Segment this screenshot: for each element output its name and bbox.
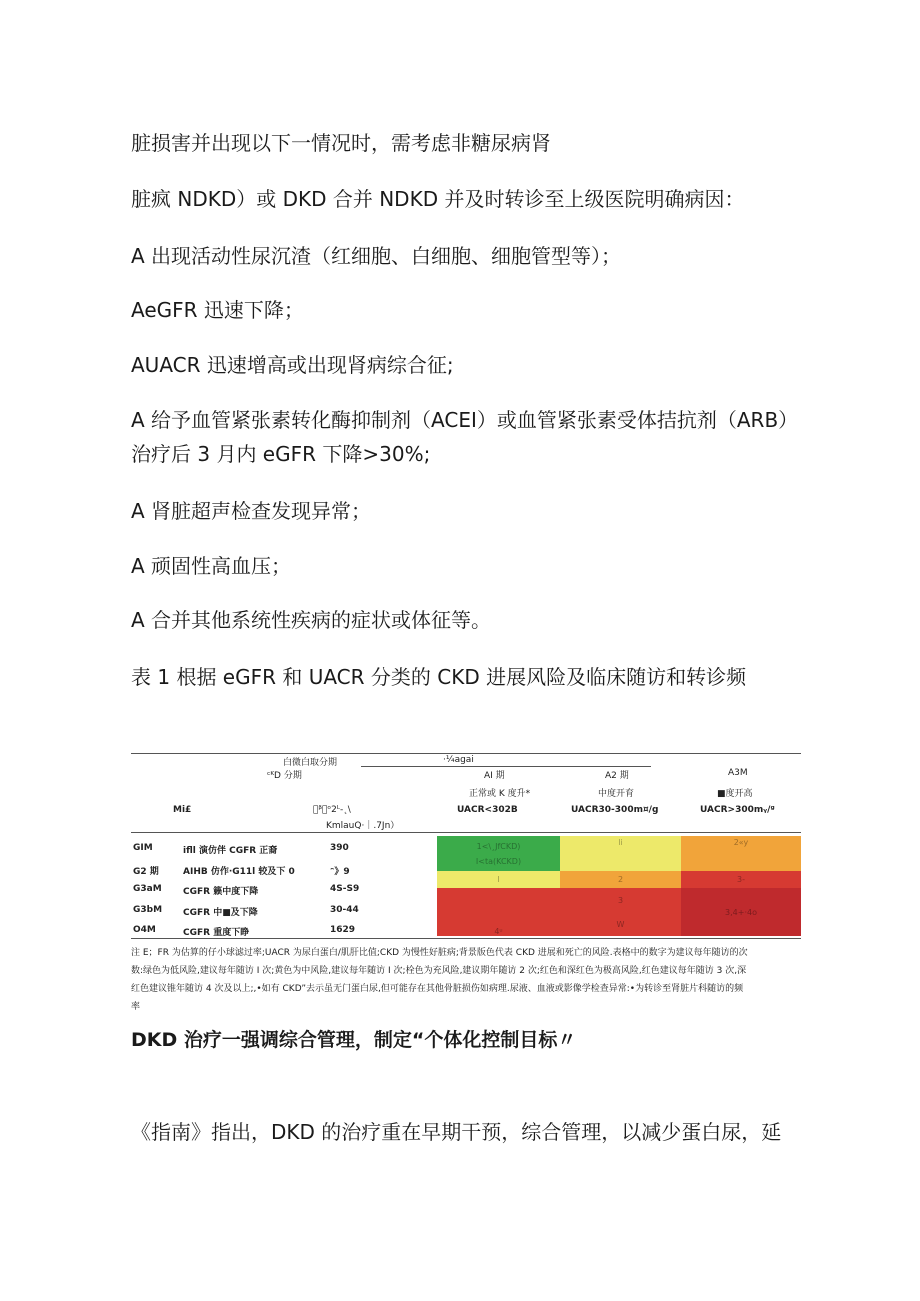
col-a3-code: A3M	[728, 768, 748, 778]
header-unit-line-1: ，ᵝ᪲ᵒ2ᴸ-˛\	[313, 805, 351, 815]
risk-cell-red	[560, 888, 681, 936]
cell-text: I	[497, 875, 500, 884]
table-footnote	[131, 944, 801, 1016]
col-a1-range: UACR<302B	[457, 805, 518, 815]
list-item: A 出现活动性尿沉渣（红细胞、白细胞、细胞管型等）；	[131, 244, 622, 268]
cell-text: 4ᵘ	[494, 927, 503, 936]
header-mi: Mi£	[173, 805, 192, 815]
cell-text: 1<\¸JfCKD)	[476, 841, 521, 851]
paragraph-2: 脏疯 NDKD）或 DKD 合并 NDKD 并及时转诊至上级医院明确病因：	[131, 187, 745, 211]
list-item: A 给予血管紧张素转化酶抑制剂（ACEI）或血管紧张素受体拮抗剂（ARB）	[131, 408, 799, 432]
cell-text: W	[616, 919, 625, 929]
col-a1-desc: 正常或 K 度升*	[469, 789, 531, 799]
header-albumin-suffix: ·¼agai	[443, 755, 474, 765]
row-egfr: 30-44	[330, 905, 359, 915]
row-egfr: 1629	[330, 925, 356, 935]
row-stage: G3bM	[133, 905, 163, 915]
table-bottom-rule	[131, 938, 801, 939]
list-item: A 顽固性高血压；	[131, 554, 292, 578]
header-rule	[131, 832, 801, 833]
risk-cell-yellow	[437, 871, 560, 888]
footnote-line: 数:绿色为低风险,建议每年随访 I 次;黄色为中风险,建议每年随访 I 次;栓色为充风险,建议期年随访 2 次;红色和深红色为极高风险,红色建议每年随访 3 次,深	[131, 966, 747, 976]
footnote-line: 率	[131, 1002, 141, 1012]
col-a1-code: AI 期	[484, 771, 505, 781]
section-heading: DKD 治疗一强调综合管理，制定“个体化控制目标〃	[131, 1029, 577, 1051]
row-desc: CGFR 重度下睁	[183, 928, 250, 938]
row-stage: O4M	[133, 925, 156, 935]
list-item: A 合并其他系统性疾病的症状或体征等。	[131, 608, 492, 632]
table-top-rule	[131, 753, 801, 754]
cell-text: 2«y	[733, 838, 749, 847]
cell-text: li	[618, 838, 623, 847]
header-underline	[361, 766, 651, 767]
row-stage: GIM	[133, 843, 153, 853]
footnote-line: 注 E；FR 为估算的仔小球滤过率;UACR 为尿白蛋白/肌肝比值;CKD 为慢性好脏病;背景版色代表 CKD 进展和死亡的风险.表格中的数字为建议每年随访的次	[131, 948, 748, 958]
cell-text: 3,4+·4o	[725, 907, 757, 917]
risk-cell-darkred	[681, 888, 801, 936]
risk-cell-orange	[560, 871, 681, 888]
list-item: AUACR 迅速增高或出现肾病综合征;	[131, 353, 454, 377]
cell-text: 2	[617, 875, 624, 884]
ckd-risk-table	[131, 748, 801, 1018]
row-stage: G2 期	[133, 867, 159, 877]
footnote-line: 红色建议锥年随访 4 次及以上;,•如有 CKD”去示虽无门蛋白尿,但可能存在其他骨脏损伤如病理.尿液、血液或影像学检查异常:•为转诊至肾脏片科随访的频	[131, 984, 744, 994]
row-egfr: 390	[330, 843, 349, 853]
row-stage: G3aM	[133, 884, 162, 894]
list-item: AeGFR 迅速下降；	[131, 298, 304, 322]
row-desc: CGFR 中■及下降	[183, 908, 258, 918]
header-albumin-stage: 白微白取分期	[283, 758, 338, 768]
risk-cell-red	[437, 888, 560, 936]
list-item: A 肾脏超声检查发现异常；	[131, 499, 372, 523]
header-unit-line-2: KmlauQ·｜.7Jn）	[326, 821, 400, 831]
col-a2-range: UACR30-300m¤/g	[571, 805, 659, 815]
col-a2-desc: 中度开育	[598, 789, 635, 799]
risk-cell-yellow	[560, 836, 681, 871]
col-a2-code: A2 期	[605, 771, 629, 781]
col-a3-range: UACR>300mᵧ/ᵍ	[700, 805, 775, 815]
row-desc: CGFR 籁中度下降	[183, 887, 259, 897]
col-a3-desc: ■度开高	[717, 789, 753, 799]
cell-text: 3-	[737, 875, 745, 884]
paragraph-1: 脏损害并出现以下一情况时，需考虑非糖尿病肾	[131, 131, 551, 155]
risk-cell-orange	[681, 836, 801, 871]
cell-text: I<ta(KCKD)	[475, 856, 522, 866]
cell-text: 3	[617, 895, 624, 905]
final-paragraph: 《指南》指出，DKD 的治疗重在早期干预，综合管理，以减少蛋白尿，延	[131, 1120, 782, 1144]
list-item-continued: 治疗后 3 月内 eGFR 下降>30%;	[131, 442, 431, 466]
risk-cell-green	[437, 836, 560, 871]
header-ckd-stage: ᶜᴷD 分期	[267, 771, 302, 781]
row-egfr: 4S-S9	[330, 884, 360, 894]
row-desc: ifll 演仿伴 CGFR 正裔	[183, 846, 278, 856]
row-desc: AIHB 仿作·G11l 较及下 0	[183, 867, 295, 877]
risk-cell-red	[681, 871, 801, 888]
row-egfr: ᵔ》9	[330, 867, 350, 877]
table-caption: 表 1 根据 eGFR 和 UACR 分类的 CKD 进展风险及临床随访和转诊频	[131, 665, 747, 689]
